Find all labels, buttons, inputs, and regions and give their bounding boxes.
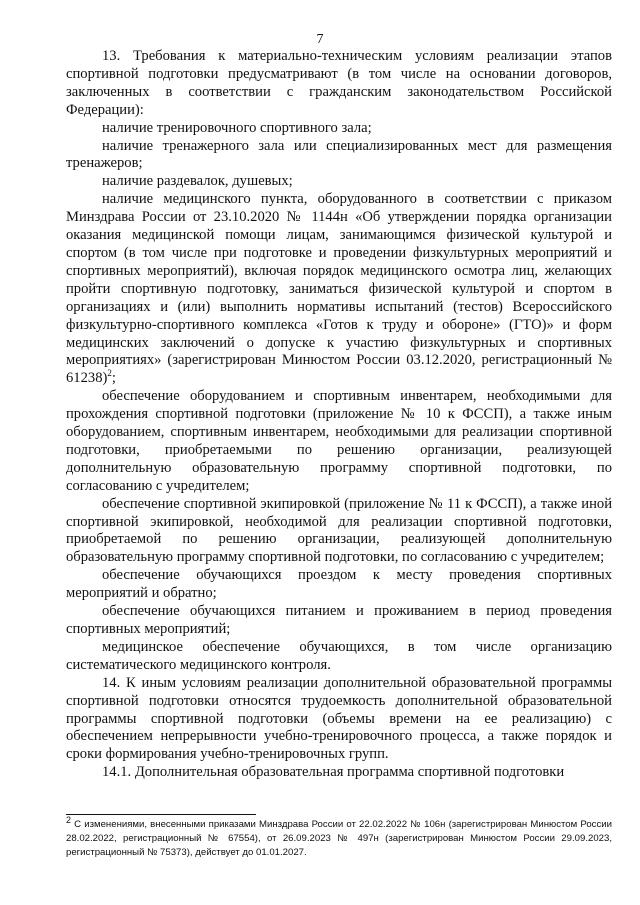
medical-point-tail: ; [111, 370, 116, 387]
list-item-sports-gear: обеспечение спортивной экипировкой (приложение № 11 к ФССП), а также иной спортивной экипировкой, необходимой для реализации спортивной подготовки, приобретаемой по решению организации, реализующей дополнительную образовательную программу спортивной подготовки, по согласованию с учредителем; [66, 495, 612, 566]
list-item-equipment: обеспечение оборудованием и спортивным инвентарем, необходимыми для прохождения спортивной подготовки (приложение № 10 к ФССП), а также иным оборудованием, спортивным инвентарем, необходимыми для реализации спортивной подготовки, приобретаемыми по решению организации, реализующей дополнительную образовательную программу спортивной подготовки, по согласованию с учредителем; [66, 388, 612, 494]
list-item-medical-support: медицинское обеспечение обучающихся, в том числе организацию систематического медицинского контроля. [66, 638, 612, 673]
list-item-training-hall: наличие тренировочного спортивного зала; [102, 119, 372, 136]
list-item-food-lodging: обеспечение обучающихся питанием и проживанием в период проведения спортивных мероприятий; [66, 603, 612, 637]
medical-point-text: наличие медицинского пункта, оборудованного в соответствии с приказом Минздрава России от 23.10.2020 № 1144н «Об утверждении порядка организации оказания медицинской помощи лицам, занимающимся физической культурой и спортом (в том числе при подготовке и проведении физкультурных мероприятий и спортивных мероприятий), включая порядок медицинского осмотра лиц, желающих пройти спортивную подготовку, заниматься физической культурой и спортом в организациях и (или) выполнить нормативы испытаний (тестов) Всероссийского физкультурно-спортивного комплекса «Готов к труду и обороне» (ГТО)» и форм медицинских заключений о допуске к участию физкультурных и спортивных мероприятиях» (зарегистрирован Минюстом России 03.12.2020, регистрационный № 61238) [66, 191, 612, 387]
body-text [66, 48, 612, 782]
footnote-text: С изменениями, внесенными приказами Минздрава России от 22.02.2022 № 106н (зарегистрирован Минюстом России 28.02.2022, регистрационный № 67554), от 26.09.2023 № 497н (зарегистрирован Минюстом России 29.09.2023, регистрационный № 75373), действует до 01.01.2027. [66, 819, 612, 858]
list-item-gym: наличие тренажерного зала или специализированных мест для размещения тренажеров; [66, 137, 612, 172]
list-item-travel: обеспечение обучающихся проездом к месту проведения спортивных мероприятий и обратно; [66, 567, 612, 602]
paragraph-14-1: 14.1. Дополнительная образовательная программа спортивной подготовки [102, 764, 565, 781]
list-item-medical-point [66, 191, 612, 388]
list-item-locker-rooms: наличие раздевалок, душевых; [102, 173, 293, 190]
paragraph-14: 14. К иным условиям реализации дополнительной образовательной программы спортивной подготовки относятся трудоемкость дополнительной образовательной программы спортивной подготовки (объемы времени на ее реализацию) с обеспечением непрерывности учебно-тренировочного процесса, а также порядок и сроки формирования учебно-тренировочных групп. [66, 674, 612, 763]
footnote-marker: 2 [66, 814, 72, 825]
paragraph-13-intro: 13. Требования к материально-техническим условиям реализации этапов спортивной подготовки предусматривают (в том числе на основании договоров, заключенных в соответствии с гражданским законодательством Российской Федерации): [66, 48, 612, 118]
footnote [66, 814, 612, 860]
page-number: 7 [316, 32, 324, 47]
footnote-divider [66, 814, 256, 815]
footnote-reference: 2 [107, 368, 112, 379]
